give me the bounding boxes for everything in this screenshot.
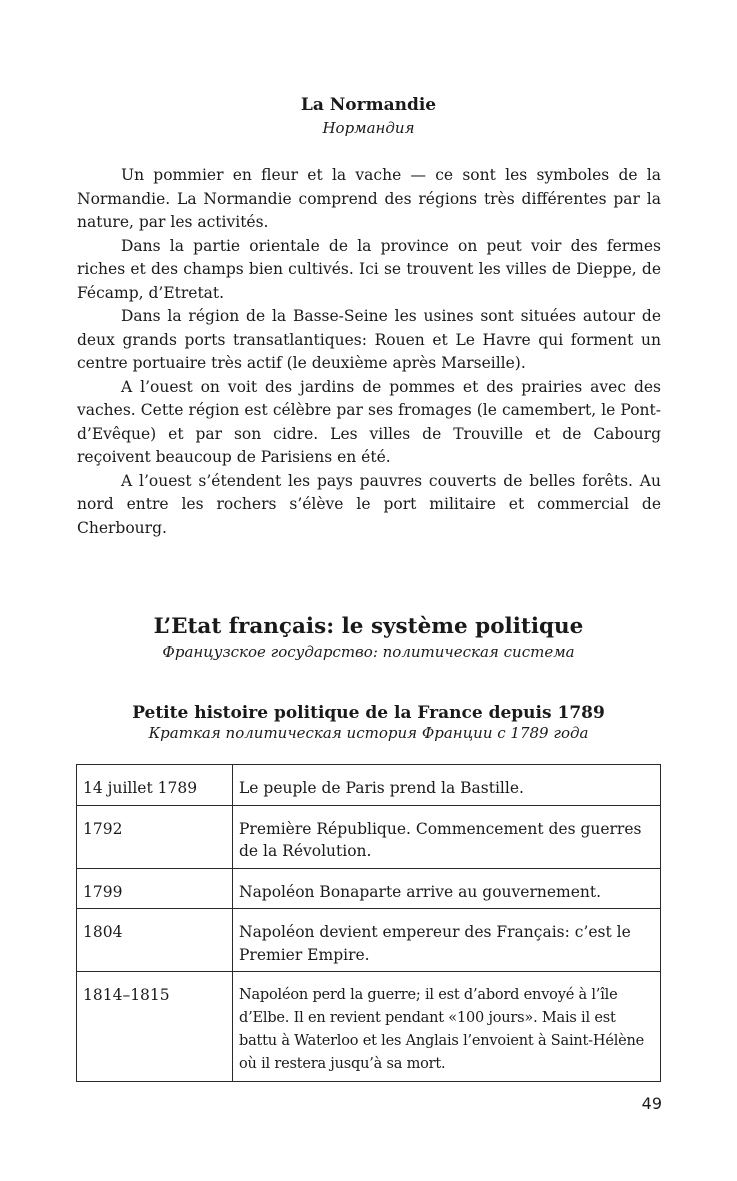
table-cell-date: 1804 [77,909,233,972]
table-cell-event: Napoléon devient empereur des Français: c’est le Premier Empire. [233,909,661,972]
section-subtitle-normandie: Нормандия [322,119,415,137]
table-row [77,909,661,972]
section-title-normandie: La Normandie [300,95,437,115]
paragraph: Dans la région de la Basse-Seine les usines sont situées autour de deux grands ports transatlantiques: Rouen et Le Havre qui forment un centre portuaire très actif (le deuxième après Marseille). [77,307,661,372]
table-row [77,805,661,868]
table-cell-date: 1814–1815 [77,972,233,1082]
table-cell-date: 1799 [77,868,233,909]
table-row [77,868,661,909]
table-cell-event: Napoléon perd la guerre; il est d’abord envoyé à l’île d’Elbe. Il en revient pendant «100 jours». Mais il est battu à Waterloo et les Anglais l’envoient à Saint-Hélène où il restera jusqu’à sa mort. [233,972,661,1082]
table-cell-event: Napoléon Bonaparte arrive au gouvernement. [233,868,661,909]
paragraph: Un pommier en fleur et la vache — ce sont les symboles de la Normandie. La Normandie comprend des régions très différentes par la nature, par les activités. [77,166,661,231]
paragraph: A l’ouest s’étendent les pays pauvres couverts de belles forêts. Au nord entre les rochers s’élève le port militaire et commercial de Cherbourg. [77,471,661,537]
normandie-text [77,164,661,540]
history-table [76,764,661,1082]
section-title-histoire-politique: Petite histoire politique de la France depuis 1789 [132,703,605,723]
page-number: 49 [641,1094,662,1113]
table-row [77,972,661,1082]
section-subtitle-etat-francais: Французское государство: политическая система [162,643,575,661]
section-subtitle-histoire-politique: Краткая политическая история Франции с 1789 года [148,724,589,742]
table-row [77,765,661,806]
table-cell-event: Le peuple de Paris prend la Bastille. [233,765,661,806]
paragraph: Dans la partie orientale de la province on peut voir des fermes riches et des champs bien cultivés. Ici se trouvent les villes de Dieppe, de Fécamp, d’Etretat. [77,236,661,302]
paragraph: A l’ouest on voit des jardins de pommes et des prairies avec des vaches. Cette région est célèbre par ses fromages (le camembert, le Pont-d’Evêque) et par son cidre. Les villes de Trouville et de Cabourg reçoivent beaucoup de Parisiens en été. [77,377,661,466]
table-cell-date: 14 juillet 1789 [77,765,233,806]
table-cell-event: Première République. Commencement des guerres de la Révolution. [233,805,661,868]
table-cell-date: 1792 [77,805,233,868]
section-title-etat-francais: L’Etat français: le système politique [153,614,584,639]
